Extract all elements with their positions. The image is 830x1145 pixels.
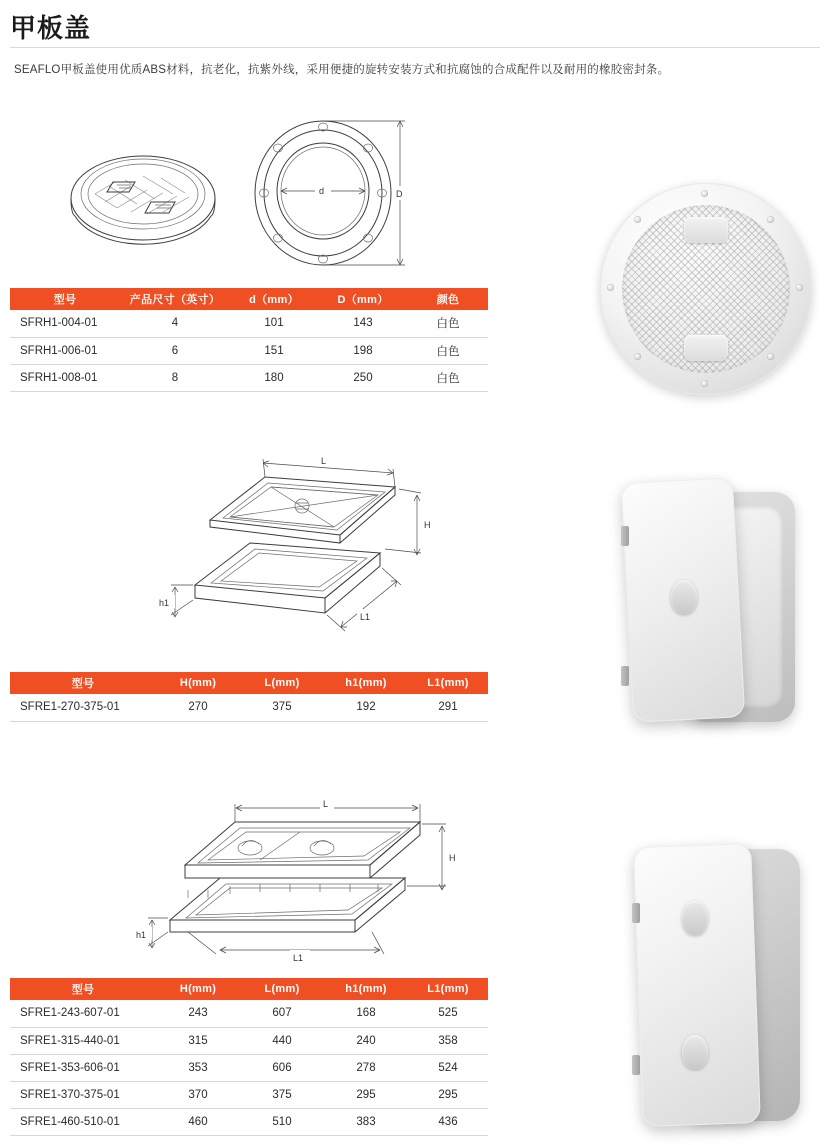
table-row — [10, 1000, 488, 1027]
column-header: h1(mm) — [324, 672, 408, 694]
cell-H: 270 — [156, 694, 240, 721]
cell-color: 白色 — [408, 337, 488, 364]
screw-icon — [701, 380, 708, 387]
cell-color: 白色 — [408, 364, 488, 391]
cell-model: SFRE1-270-375-01 — [10, 694, 156, 721]
column-header: H(mm) — [156, 672, 240, 694]
cell-L1: 525 — [408, 1000, 488, 1027]
cell-h1: 278 — [324, 1054, 408, 1081]
cell-size: 4 — [120, 310, 230, 337]
cell-L: 607 — [240, 1000, 324, 1027]
table-row — [10, 1081, 488, 1108]
column-header: L(mm) — [240, 672, 324, 694]
cell-h1: 295 — [324, 1081, 408, 1108]
cell-D: 250 — [318, 364, 408, 391]
table-row — [10, 337, 488, 364]
cell-H: 370 — [156, 1081, 240, 1108]
svg-text:L1: L1 — [293, 953, 304, 963]
cell-color: 白色 — [408, 310, 488, 337]
column-header: L1(mm) — [408, 672, 488, 694]
column-header: 产品尺寸（英寸） — [120, 288, 230, 310]
column-header: H(mm) — [156, 978, 240, 1000]
cell-D: 143 — [318, 310, 408, 337]
cell-d: 101 — [230, 310, 318, 337]
table-header-row — [10, 672, 488, 694]
cell-L: 375 — [240, 1081, 324, 1108]
round-deck-plate-photo — [600, 183, 812, 395]
hinge-icon — [621, 526, 629, 546]
cell-d: 151 — [230, 337, 318, 364]
cell-L: 606 — [240, 1054, 324, 1081]
round-ring-dimension-drawing — [245, 108, 425, 278]
intro-paragraph: SEAFLO甲板盖使用优质ABS材料，抗老化，抗紫外线，采用便捷的旋转安装方式和抗腐蚀的合成配件以及耐用的橡胶密封条。 — [14, 64, 670, 76]
svg-text:L1: L1 — [360, 612, 371, 622]
svg-text:L: L — [321, 456, 327, 466]
cell-L1: 295 — [408, 1081, 488, 1108]
cell-h1: 192 — [324, 694, 408, 721]
cell-model: SFRH1-008-01 — [10, 364, 120, 391]
cell-L: 440 — [240, 1027, 324, 1054]
screw-icon — [767, 216, 774, 223]
cell-model: SFRE1-315-440-01 — [10, 1027, 156, 1054]
round-hatch-tab-top — [684, 217, 728, 243]
svg-text:h1: h1 — [136, 930, 147, 940]
column-header: 型号 — [10, 672, 156, 694]
round-cover-line-drawing — [55, 110, 245, 275]
column-header: h1(mm) — [324, 978, 408, 1000]
svg-text:D: D — [396, 189, 403, 199]
cell-h1: 240 — [324, 1027, 408, 1054]
svg-text:H: H — [424, 520, 431, 530]
cell-model: SFRE1-460-510-01 — [10, 1108, 156, 1135]
cell-L1: 436 — [408, 1108, 488, 1135]
column-header: 型号 — [10, 288, 120, 310]
table-row — [10, 1054, 488, 1081]
square-hatch-handle — [671, 580, 697, 614]
square-hatch-line-drawing — [135, 435, 475, 655]
table-row — [10, 310, 488, 337]
cell-model: SFRE1-243-607-01 — [10, 1000, 156, 1027]
cell-H: 353 — [156, 1054, 240, 1081]
hinge-icon — [632, 903, 640, 923]
column-header: D（mm） — [318, 288, 408, 310]
svg-text:L: L — [323, 799, 329, 809]
table-row — [10, 1027, 488, 1054]
column-header: L1(mm) — [408, 978, 488, 1000]
cell-size: 6 — [120, 337, 230, 364]
cell-model: SFRE1-370-375-01 — [10, 1081, 156, 1108]
cell-h1: 383 — [324, 1108, 408, 1135]
cell-L1: 524 — [408, 1054, 488, 1081]
rect-hatch-handle-bottom — [682, 1035, 708, 1069]
cell-model: SFRH1-006-01 — [10, 337, 120, 364]
cell-H: 460 — [156, 1108, 240, 1135]
screw-icon — [701, 190, 708, 197]
column-header: 颜色 — [408, 288, 488, 310]
square-hatch-table — [10, 672, 488, 722]
table-header-row — [10, 288, 488, 310]
cell-H: 243 — [156, 1000, 240, 1027]
cell-size: 8 — [120, 364, 230, 391]
rect-hatch-lid — [633, 843, 761, 1127]
cell-L: 375 — [240, 694, 324, 721]
cell-H: 315 — [156, 1027, 240, 1054]
cell-model: SFRE1-353-606-01 — [10, 1054, 156, 1081]
cell-L: 510 — [240, 1108, 324, 1135]
table-header-row — [10, 978, 488, 1000]
square-hatch-photo — [615, 480, 815, 740]
rect-hatch-photo — [620, 845, 820, 1135]
rect-hatch-handle-top — [682, 901, 708, 935]
table-row — [10, 364, 488, 391]
cell-d: 180 — [230, 364, 318, 391]
rect-hatch-line-drawing — [130, 760, 480, 970]
screw-icon — [634, 216, 641, 223]
cell-h1: 168 — [324, 1000, 408, 1027]
cell-model: SFRH1-004-01 — [10, 310, 120, 337]
cell-L1: 291 — [408, 694, 488, 721]
column-header: 型号 — [10, 978, 156, 1000]
title-divider — [10, 47, 820, 48]
svg-text:H: H — [449, 853, 456, 863]
svg-text:h1: h1 — [159, 598, 170, 608]
screw-icon — [796, 284, 803, 291]
screw-icon — [607, 284, 614, 291]
svg-text:d: d — [319, 186, 325, 196]
screw-icon — [767, 353, 774, 360]
round-hatch-tab-bottom — [684, 335, 728, 361]
table-row — [10, 694, 488, 721]
column-header: L(mm) — [240, 978, 324, 1000]
cell-D: 198 — [318, 337, 408, 364]
round-deck-plate-table — [10, 288, 488, 392]
hinge-icon — [621, 666, 629, 686]
hinge-icon — [632, 1055, 640, 1075]
page-title: 甲板盖 — [10, 13, 92, 43]
table-row — [10, 1108, 488, 1135]
rect-hatch-table — [10, 978, 488, 1136]
column-header: d（mm） — [230, 288, 318, 310]
cell-L1: 358 — [408, 1027, 488, 1054]
screw-icon — [634, 353, 641, 360]
